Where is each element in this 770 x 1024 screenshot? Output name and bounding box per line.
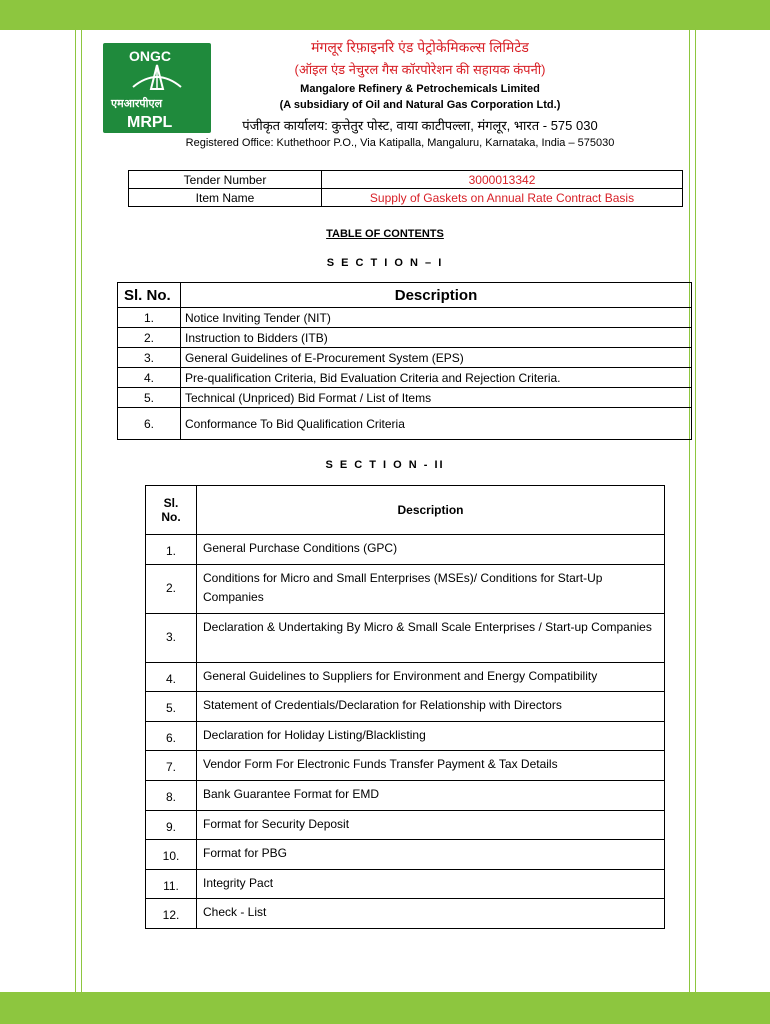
table-row: [146, 899, 665, 929]
section-1-heading: S E C T I O N – I: [326, 257, 444, 269]
sl-no-header: Sl. No.: [118, 283, 181, 308]
table-row: [118, 348, 692, 368]
hindi-company-name: मंगलूर रिफ़ाइनरि एंड पेट्रोकेमिकल्स लिमिटेड: [311, 39, 529, 55]
row-description: General Guidelines of E-Procurement System (EPS): [181, 348, 692, 368]
table-row: [146, 810, 665, 840]
hindi-subsidiary-line: (ऑइल एंड नेचुरल गैस कॉरपोरेशन की सहायक कंपनी): [294, 62, 546, 77]
tender-number-row: [129, 171, 683, 189]
table-row: [146, 751, 665, 781]
english-company-name: Mangalore Refinery & Petrochemicals Limited: [300, 83, 540, 95]
row-description: Instruction to Bidders (ITB): [181, 328, 692, 348]
table-row: [146, 662, 665, 692]
section-2-heading: S E C T I O N - II: [325, 459, 445, 471]
row-number: 10.: [146, 840, 197, 870]
table-row: [146, 564, 665, 613]
table-row: [146, 780, 665, 810]
row-number: 11.: [146, 869, 197, 899]
section-2-header-row: [146, 486, 665, 535]
top-green-band: [0, 0, 770, 30]
table-row: [146, 692, 665, 722]
row-number: 4.: [146, 662, 197, 692]
row-number: 7.: [146, 751, 197, 781]
item-name-row: [129, 189, 683, 207]
sl-no-header: [146, 486, 197, 535]
row-description: Declaration & Undertaking By Micro & Small Scale Enterprises / Start-up Companies: [197, 613, 665, 662]
table-row: [118, 388, 692, 408]
table-row: [146, 721, 665, 751]
tender-number-value: 3000013342: [322, 171, 683, 189]
row-number: 1.: [118, 308, 181, 328]
table-of-contents-heading: TABLE OF CONTENTS: [326, 228, 444, 240]
row-description: Notice Inviting Tender (NIT): [181, 308, 692, 328]
row-number: 3.: [118, 348, 181, 368]
row-description: Statement of Credentials/Declaration for Relationship with Directors: [197, 692, 665, 722]
row-number: 2.: [118, 328, 181, 348]
right-margin-line: [689, 30, 690, 992]
row-description: Vendor Form For Electronic Funds Transfer Payment & Tax Details: [197, 751, 665, 781]
row-number: 1.: [146, 535, 197, 565]
row-number: 9.: [146, 810, 197, 840]
row-number: 2.: [146, 564, 197, 613]
table-row: [118, 408, 692, 440]
english-subsidiary-line: (A subsidiary of Oil and Natural Gas Corporation Ltd.): [279, 99, 561, 111]
row-description: Declaration for Holiday Listing/Blacklisting: [197, 721, 665, 751]
table-row: [146, 535, 665, 565]
sl-no-header-line2: No.: [161, 510, 181, 524]
tender-info-table: [128, 170, 683, 207]
row-description: Bank Guarantee Format for EMD: [197, 780, 665, 810]
description-header: Description: [181, 283, 692, 308]
row-number: 12.: [146, 899, 197, 929]
row-description: Format for PBG: [197, 840, 665, 870]
registered-office-address: Registered Office: Kuthethoor P.O., Via Katipalla, Mangaluru, Karnataka, India – 575030: [185, 137, 615, 149]
row-description: Technical (Unpriced) Bid Format / List of Items: [181, 388, 692, 408]
row-number: 4.: [118, 368, 181, 388]
row-description: Integrity Pact: [197, 869, 665, 899]
table-row: [118, 308, 692, 328]
row-description: General Purchase Conditions (GPC): [197, 535, 665, 565]
section-2-table: [145, 485, 665, 929]
row-description: Check - List: [197, 899, 665, 929]
left-margin-line: [81, 30, 82, 992]
row-description: General Guidelines to Suppliers for Environment and Energy Compatibility: [197, 662, 665, 692]
description-header: Description: [197, 486, 665, 535]
row-number: 8.: [146, 780, 197, 810]
section-1-table: [117, 282, 692, 440]
logo-hindi-text: एमआरपीएल: [111, 97, 163, 110]
row-number: 6.: [118, 408, 181, 440]
row-description: Conditions for Micro and Small Enterprises (MSEs)/ Conditions for Start-Up Companies: [197, 564, 665, 613]
table-row: [146, 869, 665, 899]
section-1-header-row: [118, 283, 692, 308]
row-number: 6.: [146, 721, 197, 751]
row-description: Conformance To Bid Qualification Criteria: [181, 408, 692, 440]
item-name-label: Item Name: [129, 189, 322, 207]
row-description: Format for Security Deposit: [197, 810, 665, 840]
table-row: [146, 840, 665, 870]
left-margin-line: [75, 30, 76, 992]
logo-mrpl-text: MRPL: [127, 114, 173, 131]
row-number: 5.: [146, 692, 197, 722]
table-row: [118, 328, 692, 348]
right-margin-line: [695, 30, 696, 992]
sl-no-header-line1: Sl.: [163, 496, 179, 510]
logo-ongc-text: ONGC: [129, 48, 171, 64]
row-number: 5.: [118, 388, 181, 408]
row-number: 3.: [146, 613, 197, 662]
item-name-value: Supply of Gaskets on Annual Rate Contract Basis: [322, 189, 683, 207]
tender-number-label: Tender Number: [129, 171, 322, 189]
hindi-registered-address: पंजीकृत कार्यालय: कुत्तेतुर पोस्ट, वाया काटीपल्ला, मंगलूर, भारत - 575 030: [242, 118, 598, 133]
table-row: [118, 368, 692, 388]
table-row: [146, 613, 665, 662]
row-description: Pre-qualification Criteria, Bid Evaluation Criteria and Rejection Criteria.: [181, 368, 692, 388]
bottom-green-band: [0, 992, 770, 1024]
